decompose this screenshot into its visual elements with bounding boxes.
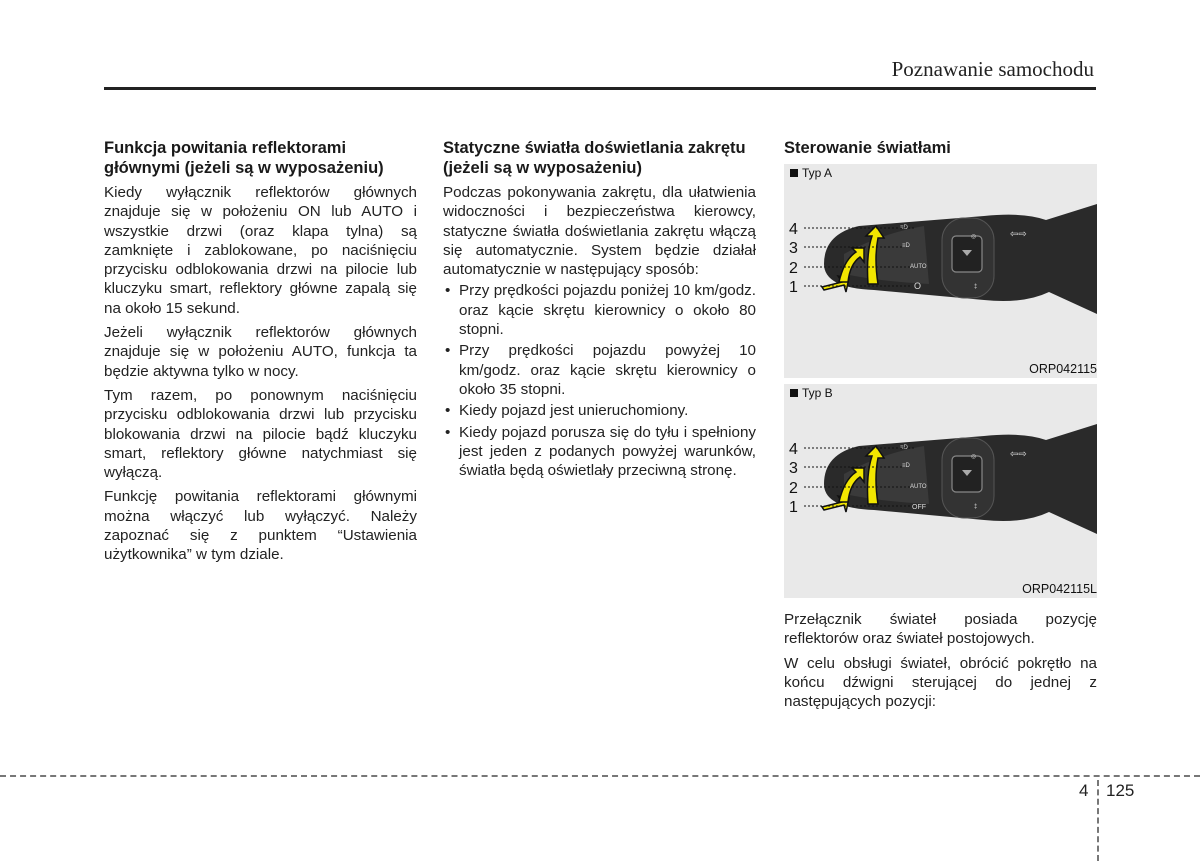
svg-text:AUTO: AUTO [910,484,927,490]
section-heading: Sterowanie światłami [784,139,951,157]
svg-text:⇦⇨: ⇦⇨ [1010,229,1027,240]
column-welcome-function [104,138,417,570]
svg-text:‡: ‡ [974,284,978,290]
paragraph: Jeżeli wyłącznik reflektorów głównych znajduje się w położeniu AUTO, funkcja ta będzie aktywna tylko w nocy. [104,324,417,380]
column-light-control [784,138,1097,716]
figure-label-text: Typ A [802,166,833,180]
footer-vertical-divider [1097,780,1099,861]
list-item-text: Kiedy pojazd porusza się do tyłu i spełniony jest jeden z podanych powyżej warunków, światła będą oświetlały przeciwną stronę. [459,423,756,480]
position-number: 4 [789,441,798,458]
list-item [443,281,756,339]
column-cornering-lights [443,138,756,482]
svg-text:AUTO: AUTO [910,264,927,270]
light-control-text [784,610,1097,711]
position-number: 2 [789,260,798,277]
header-rule [104,87,1096,90]
paragraph: Funkcję powitania reflektorami głównymi można włączyć lub wyłączyć. Należy zapoznać się z punktem “Ustawienia użytkownika” w tym dziale. [104,488,417,564]
position-mark-off: O [914,281,922,291]
list-item [443,423,756,481]
header-title: Poznawanie samochodu [891,57,1094,81]
svg-text:≡D: ≡D [902,243,910,249]
position-number-overlay [784,164,1097,378]
position-mark-off: OFF [912,504,926,511]
position-number: 1 [789,499,798,516]
svg-text:≡D: ≡D [902,463,910,469]
chapter-number: 4 [1079,781,1089,800]
list-item [443,341,756,399]
section-heading: Statyczne światła doświetlania zakrętu (jeżeli są w wyposażeniu) [443,139,746,177]
svg-text:≡D: ≡D [900,225,908,231]
list-item-text: Przy prędkości pojazdu powyżej 10 km/godz. oraz kącie skrętu kierownicy o około 35 stopni. [459,342,756,398]
position-number-overlay [784,384,1097,598]
page-number: 125 [1106,781,1135,800]
paragraph: Przełącznik świateł posiada pozycję reflektorów oraz świateł postojowych. [784,611,1097,648]
paragraph: Podczas pokonywania zakrętu, dla ułatwienia widoczności i bezpieczeństwa kierowcy, statyczne światła doświetlania zakrętu włączą się automatycznie. System będzie działał automatycznie w następujący sposób: [443,184,756,279]
figure-type-b [784,384,1097,598]
footer-divider [0,775,1200,777]
figure-code: ORP042115L [1022,582,1097,596]
svg-text:◎: ◎ [971,454,977,460]
position-number: 1 [789,279,798,296]
bullet-icon: • [445,342,451,360]
paragraph: Tym razem, po ponownym naciśnięciu przycisku odblokowania drzwi lub przycisku blokowania drzwi na pilocie bądź kluczyku smart, reflektory główne natychmiast się wyłączą. [104,386,417,482]
bullet-icon: • [445,402,451,420]
section-heading: Funkcja powitania reflektorami głównymi (jeżeli są w wyposażeniu) [104,139,384,177]
figure-code: ORP042115 [1029,362,1097,376]
bullet-icon: • [445,282,451,300]
position-number: 4 [789,221,798,238]
svg-text:⇦⇨: ⇦⇨ [1010,449,1027,460]
bullet-list [443,281,756,480]
paragraph: Kiedy wyłącznik reflektorów głównych znajduje się w położeniu ON lub AUTO i wszystkie drzwi (oraz klapa tylna) są zamknięte i zablokowane, po naciśnięciu przycisku odblokowania drzwi na pilocie lub kluczyku smart, reflektory główne zapalą się na około 15 sekund. [104,184,417,317]
list-item-text: Kiedy pojazd jest unieruchomiony. [459,402,689,420]
list-item [443,401,756,420]
svg-text:◎: ◎ [971,234,977,240]
position-number: 3 [789,460,798,477]
position-number: 2 [789,480,798,497]
figure-type-a [784,164,1097,378]
list-item-text: Przy prędkości pojazdu poniżej 10 km/godz. oraz kącie skrętu kierownicy o około 80 stopni. [459,282,756,339]
bullet-icon: • [445,423,451,441]
paragraph: W celu obsługi świateł, obrócić pokrętło na końcu dźwigni sterującej do jednej z następujących pozycji: [784,654,1097,711]
svg-text:‡: ‡ [974,504,978,510]
figure-label-text: Typ B [802,386,833,400]
svg-text:≡D: ≡D [900,445,908,451]
position-number: 3 [789,240,798,257]
